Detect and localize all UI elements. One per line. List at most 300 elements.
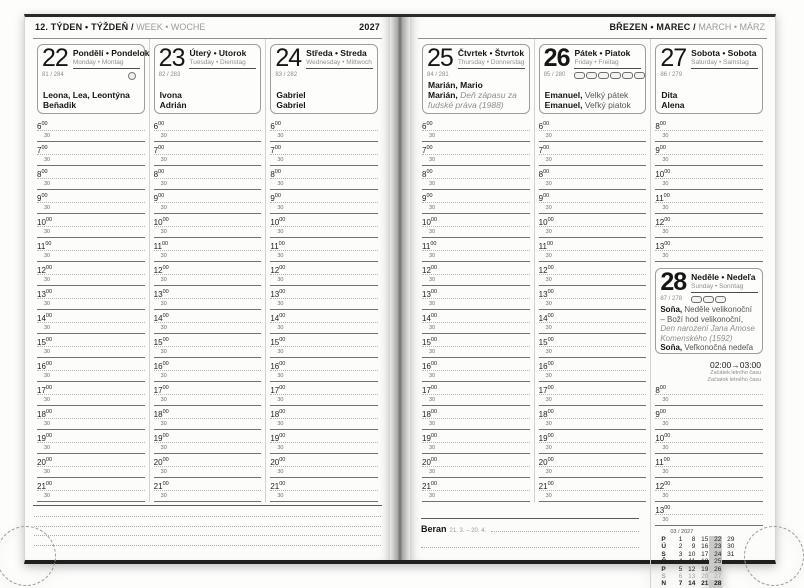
- nameday-text: Adrián: [159, 100, 187, 110]
- nameday-text: Emanuel,: [544, 90, 583, 100]
- hour-minutes: 00: [430, 217, 438, 223]
- hour-row: [154, 286, 262, 299]
- hour-minutes: 00: [430, 385, 438, 391]
- hour-grid: [655, 382, 763, 526]
- hour-minutes: 00: [426, 121, 433, 127]
- hour-minutes: 00: [430, 361, 438, 367]
- hour-row: [270, 310, 378, 323]
- hour-label: $11^{00}$: [422, 241, 437, 251]
- month-title-intl: MARCH • MÄRZ: [698, 22, 765, 32]
- hour-row: [37, 238, 145, 251]
- hour-row: [154, 382, 262, 395]
- half-hour-row: 30: [422, 347, 530, 358]
- half-hour-row: 30: [37, 203, 145, 214]
- half-hour-row: 30: [270, 275, 378, 286]
- day-box-header: [543, 44, 642, 72]
- year-label: 2027: [359, 22, 380, 32]
- zodiac-name: Beran: [421, 524, 447, 534]
- hour-minutes: 00: [430, 265, 438, 271]
- nameday-line: [43, 100, 141, 110]
- half-hour-row: 30: [422, 419, 530, 430]
- hour-row: [37, 286, 145, 299]
- nameday-line: [160, 100, 258, 110]
- hour-label: $11^{00}$: [37, 241, 52, 251]
- mini-calendar-date: 24: [709, 551, 722, 558]
- hour-label: $10^{00}$: [655, 169, 671, 179]
- half-hour-row: 30: [37, 251, 145, 262]
- hour-minutes: 00: [430, 313, 438, 319]
- hour-minutes: 00: [659, 385, 666, 391]
- hour-row: [154, 358, 262, 371]
- day-box-26: [539, 44, 647, 114]
- mini-calendar-day-letter: S: [661, 550, 666, 558]
- hour-grid: [37, 118, 145, 502]
- mini-calendar-date: 6: [678, 572, 683, 580]
- holiday-country-badge-icon: [691, 296, 702, 303]
- half-hour-row: 30: [539, 251, 647, 262]
- mini-calendar-date: [722, 580, 735, 587]
- nameday-text: Marián, Mario: [428, 80, 483, 90]
- hour-row: [37, 310, 145, 323]
- nameday-text: Den narození Jana Amose Komenského (1592): [660, 324, 755, 343]
- nameday-line: [545, 90, 643, 100]
- day-column-23: [149, 39, 266, 502]
- mini-calendar-date: [722, 558, 735, 565]
- hour-label: $9^{00}$: [422, 193, 433, 203]
- half-hour-row: 30: [539, 155, 647, 166]
- hour-row: [655, 406, 763, 419]
- hour-label: $11^{00}$: [655, 457, 670, 467]
- mini-calendar-date: 10: [688, 550, 696, 558]
- hour-minutes: 00: [547, 457, 554, 463]
- hour-row: [655, 238, 763, 251]
- half-hour-row: 30: [154, 323, 262, 334]
- hour-row: [270, 454, 378, 467]
- nameday-text: Soňa,: [660, 343, 683, 352]
- half-hour-row: 30: [539, 227, 647, 238]
- mini-calendar-date: 27: [709, 573, 722, 580]
- hour-row: [37, 478, 145, 491]
- half-hour-row: 30: [154, 251, 262, 262]
- hour-label: $18^{00}$: [37, 409, 53, 419]
- hour-minutes: 00: [279, 481, 286, 487]
- half-hour-row: 30: [422, 467, 530, 478]
- day-box-25: [422, 44, 530, 114]
- hour-label: $20^{00}$: [422, 457, 438, 467]
- half-hour-row: 30: [655, 131, 763, 142]
- hour-row: [154, 142, 262, 155]
- hour-minutes: 00: [279, 361, 286, 367]
- hour-minutes: 00: [547, 289, 554, 295]
- hour-minutes: 00: [543, 169, 550, 175]
- day-name-local: Úterý • Utorok: [189, 48, 247, 58]
- hour-label: $14^{00}$: [422, 313, 438, 323]
- hour-minutes: 00: [162, 385, 169, 391]
- nameday-text: Veľký piatok: [582, 100, 631, 110]
- day-box-header: [275, 44, 373, 72]
- half-hour-row: 30: [655, 395, 763, 406]
- half-hour-row: 30: [422, 179, 530, 190]
- half-hour-row: 30: [37, 131, 145, 142]
- mini-calendar-date: [722, 566, 735, 573]
- half-hour-row: 30: [655, 491, 763, 502]
- mini-calendar-date: 3: [678, 550, 683, 558]
- nameday-line: [660, 343, 758, 353]
- hour-grid: [154, 118, 262, 502]
- day-name-intl: Saturday • Samstag: [691, 59, 749, 66]
- hour-minutes: 00: [547, 409, 554, 415]
- hour-minutes: 00: [274, 121, 281, 127]
- hour-row: [154, 190, 262, 203]
- hour-minutes: 00: [430, 289, 438, 295]
- half-hour-row: 30: [154, 491, 262, 502]
- mini-calendar-row: [661, 580, 763, 587]
- hour-minutes: 00: [279, 385, 286, 391]
- hour-minutes: 00: [162, 457, 169, 463]
- notes-area: [33, 505, 382, 556]
- day-of-year: 86 / 279: [660, 72, 683, 78]
- holiday-country-badge-icon: [715, 296, 726, 303]
- hour-row: [37, 262, 145, 275]
- nameday-text: Leona, Lea, Leontýna: [43, 90, 130, 100]
- hour-minutes: 00: [664, 241, 671, 247]
- hour-label: $21^{00}$: [270, 481, 286, 491]
- holiday-country-badge-icon: [622, 72, 633, 79]
- hour-minutes: 00: [161, 241, 169, 247]
- hour-row: [422, 118, 530, 131]
- hour-label: $18^{00}$: [422, 409, 438, 419]
- nameday-text: Veľkonočná nedeľa: [682, 343, 754, 352]
- hour-label: $17^{00}$: [37, 385, 53, 395]
- hour-label: $12^{00}$: [655, 217, 671, 227]
- half-hour-row: 30: [422, 491, 530, 502]
- hour-minutes: 00: [430, 433, 438, 439]
- day-number: 26: [543, 44, 570, 72]
- hour-row: [422, 382, 530, 395]
- hour-label: $20^{00}$: [37, 457, 53, 467]
- day-names: [306, 48, 373, 69]
- hour-minutes: 00: [45, 265, 53, 271]
- half-hour-row: 30: [655, 467, 763, 478]
- mini-calendar-date: 2: [678, 543, 683, 551]
- hour-minutes: 00: [279, 289, 286, 295]
- hour-label: $11^{00}$: [153, 241, 169, 251]
- hour-row: [37, 334, 145, 347]
- half-hour-row: 30: [539, 131, 647, 142]
- nameday-block: [160, 90, 258, 110]
- hour-label: $18^{00}$: [153, 409, 169, 419]
- hour-label: $18^{00}$: [270, 409, 286, 419]
- hour-minutes: 00: [45, 337, 53, 343]
- half-hour-row: 30: [270, 443, 378, 454]
- day-name-local: Pátek • Piatok: [574, 48, 631, 58]
- half-hour-row: 30: [422, 251, 530, 262]
- mini-calendar-date: 12: [688, 565, 696, 573]
- hour-row: [422, 286, 530, 299]
- hour-row: [270, 190, 378, 203]
- nameday-line: [545, 100, 643, 110]
- hour-label: $6^{00}$: [270, 121, 281, 131]
- day-box-23: [154, 44, 262, 114]
- mini-calendar-header: 03 / 2027: [670, 529, 694, 535]
- hour-label: $11^{00}$: [538, 241, 554, 251]
- day-name-intl: Wednesday • Mittwoch: [306, 59, 372, 66]
- mini-calendar-date: 16: [701, 543, 709, 551]
- hour-label: $10^{00}$: [153, 217, 169, 227]
- hour-row: [37, 118, 145, 131]
- hour-label: $20^{00}$: [153, 457, 169, 467]
- half-hour-row: 30: [154, 155, 262, 166]
- nameday-text: Marián,: [428, 90, 458, 100]
- hour-minutes: 00: [664, 505, 671, 511]
- hour-row: [655, 430, 763, 443]
- corner-perforation-arc: [0, 526, 56, 586]
- hour-row: [270, 478, 378, 491]
- hour-label: $15^{00}$: [538, 337, 554, 347]
- hour-label: $9^{00}$: [37, 193, 48, 203]
- hour-label: $8^{00}$: [655, 121, 666, 131]
- day-box-header: [158, 44, 257, 72]
- hour-minutes: 00: [547, 313, 554, 319]
- hour-grid: [539, 118, 647, 502]
- month-title: [609, 22, 765, 32]
- day-number: 22: [42, 44, 68, 72]
- hour-row: [655, 454, 763, 467]
- nameday-text: Gabriel: [276, 100, 306, 110]
- hour-row: [422, 262, 530, 275]
- week-title-local: 12. TÝDEN • TÝŽDEŇ /: [35, 22, 134, 32]
- hour-minutes: 00: [659, 145, 666, 151]
- mini-calendar-day-letter: P: [661, 536, 666, 543]
- day-name-local: Pondělí • Pondelok: [72, 48, 150, 58]
- daylight-saving-note: [655, 358, 763, 382]
- hour-row: [270, 382, 378, 395]
- hour-label: $13^{00}$: [538, 289, 554, 299]
- half-hour-row: 30: [655, 155, 763, 166]
- mini-calendar-date: 1: [678, 536, 683, 543]
- day-box-28: [655, 268, 763, 354]
- hour-row: [154, 310, 262, 323]
- hour-row: [154, 262, 262, 275]
- hour-row: [270, 406, 378, 419]
- hour-label: $16^{00}$: [37, 361, 53, 371]
- hour-row: [422, 478, 530, 491]
- half-hour-row: 30: [154, 371, 262, 382]
- nameday-line: [661, 90, 759, 100]
- hour-minutes: 00: [162, 289, 169, 295]
- day-names: [691, 48, 758, 69]
- corner-perforation-arc: [744, 526, 804, 586]
- half-hour-row: 30: [37, 299, 145, 310]
- hour-row: [655, 214, 763, 227]
- day-meta: [159, 71, 257, 79]
- day-name-local: Čtvrtek • Štvrtok: [457, 48, 525, 58]
- half-hour-row: 30: [154, 395, 262, 406]
- hour-minutes: 00: [279, 265, 286, 271]
- mini-calendar-date: 21: [701, 580, 709, 588]
- hour-row: [539, 358, 647, 371]
- hour-minutes: 00: [543, 145, 550, 151]
- half-hour-row: 30: [422, 371, 530, 382]
- time-change-value: 02:00→03:00: [709, 360, 762, 370]
- hour-label: $21^{00}$: [37, 481, 53, 491]
- nameday-block: [661, 90, 759, 110]
- day-column-22: [33, 39, 149, 502]
- half-hour-row: 30: [270, 491, 378, 502]
- hour-minutes: 00: [279, 433, 286, 439]
- day-box-header: [660, 44, 758, 72]
- mini-calendar-date: 11: [688, 558, 696, 566]
- half-hour-row: 30: [655, 179, 763, 190]
- hour-minutes: 00: [45, 217, 53, 223]
- day-name-intl: Friday • Freitag: [574, 59, 619, 66]
- day-column-25: [418, 39, 534, 502]
- day-number: 25: [427, 44, 453, 72]
- hour-minutes: 00: [162, 265, 169, 271]
- hour-minutes: 00: [547, 337, 554, 343]
- hour-row: [270, 262, 378, 275]
- day-names: [189, 48, 256, 69]
- half-hour-row: 30: [270, 155, 378, 166]
- nameday-text: Emanuel,: [544, 100, 583, 110]
- hour-row: [539, 478, 647, 491]
- hour-minutes: 00: [274, 169, 281, 175]
- half-hour-row: 30: [270, 227, 378, 238]
- diary-week-spread: [24, 14, 776, 588]
- half-hour-row: 30: [655, 515, 763, 526]
- hour-label: $14^{00}$: [37, 313, 53, 323]
- hour-grid: [422, 118, 530, 502]
- half-hour-row: 30: [154, 227, 262, 238]
- hour-minutes: 00: [546, 241, 554, 247]
- hour-row: [422, 430, 530, 443]
- hour-label: $13^{00}$: [37, 289, 53, 299]
- day-name-local: Středa • Streda: [306, 48, 367, 58]
- half-hour-row: 30: [37, 467, 145, 478]
- mini-calendar-day-letter: S: [661, 572, 666, 580]
- half-hour-row: 30: [37, 419, 145, 430]
- hour-row: [422, 190, 530, 203]
- hour-label: $16^{00}$: [153, 361, 169, 371]
- hour-label: $13^{00}$: [153, 289, 169, 299]
- half-hour-row: 30: [270, 347, 378, 358]
- day-of-year: 81 / 284: [42, 72, 64, 78]
- week-title: [35, 22, 205, 32]
- mini-calendar-date: 17: [701, 550, 709, 558]
- hour-row: [154, 406, 262, 419]
- hour-row: [539, 382, 647, 395]
- half-hour-row: 30: [154, 347, 262, 358]
- half-hour-row: 30: [154, 467, 262, 478]
- half-hour-row: 30: [37, 323, 145, 334]
- hour-label: $20^{00}$: [270, 457, 286, 467]
- hour-label: $15^{00}$: [153, 337, 169, 347]
- day-meta: [660, 71, 758, 79]
- day-number: 27: [660, 44, 687, 72]
- half-hour-row: 30: [270, 203, 378, 214]
- hour-label: $10^{00}$: [538, 217, 554, 227]
- hour-label: $19^{00}$: [153, 433, 169, 443]
- mini-calendar-date: 18: [701, 558, 709, 566]
- half-hour-row: 30: [539, 491, 647, 502]
- nameday-line: [660, 305, 758, 343]
- hour-label: $19^{00}$: [37, 433, 53, 443]
- writing-line: [34, 545, 381, 546]
- half-hour-row: 30: [37, 227, 145, 238]
- half-hour-row: 30: [270, 251, 378, 262]
- day-number: 28: [660, 268, 687, 296]
- writing-line: [421, 547, 639, 548]
- half-hour-row: 30: [655, 419, 763, 430]
- mini-calendar-date: 5: [678, 565, 683, 573]
- hour-minutes: 00: [162, 217, 169, 223]
- hour-minutes: 00: [547, 217, 554, 223]
- half-hour-row: 30: [270, 179, 378, 190]
- zodiac-row: [421, 524, 639, 534]
- half-hour-row: 30: [37, 155, 145, 166]
- half-hour-row: 30: [154, 203, 262, 214]
- time-change-label-sk: Začiatok letného času: [707, 376, 762, 383]
- month-title-local: BŘEZEN • MAREC /: [609, 22, 696, 32]
- hour-label: $17^{00}$: [422, 385, 438, 395]
- hour-row: [422, 310, 530, 323]
- hour-row: [37, 382, 145, 395]
- mini-calendar-date: 28: [709, 580, 722, 587]
- hour-label: $9^{00}$: [655, 145, 666, 155]
- hour-minutes: 00: [279, 409, 286, 415]
- hour-label: $8^{00}$: [37, 169, 48, 179]
- day-box-header: [660, 268, 758, 296]
- holiday-country-badge-icon: [574, 72, 585, 79]
- zodiac-date-range: 21. 3. – 20. 4.: [449, 528, 487, 534]
- mini-calendar-row: [661, 573, 763, 580]
- hour-row: [37, 142, 145, 155]
- hour-row: [655, 142, 763, 155]
- zodiac-zone: [421, 518, 639, 548]
- hour-row: [37, 454, 145, 467]
- hour-row: [539, 430, 647, 443]
- hour-minutes: 00: [41, 121, 48, 127]
- hour-row: [37, 214, 145, 227]
- hour-row: [154, 214, 262, 227]
- hour-label: $17^{00}$: [538, 385, 554, 395]
- writing-line: [34, 516, 381, 517]
- hour-label: $21^{00}$: [153, 481, 169, 491]
- day-name-intl: Monday • Montag: [72, 59, 124, 66]
- holiday-country-badge-icon: [610, 72, 621, 79]
- nameday-block: [43, 90, 141, 110]
- hour-label: $16^{00}$: [270, 361, 286, 371]
- hour-label: $8^{00}$: [538, 169, 550, 179]
- hour-minutes: 00: [659, 409, 666, 415]
- nameday-line: [276, 100, 374, 110]
- hour-label: $17^{00}$: [270, 385, 286, 395]
- hour-row: [655, 118, 763, 131]
- half-hour-row: 30: [37, 443, 145, 454]
- hour-row: [539, 406, 647, 419]
- nameday-text: Soňa,: [660, 305, 683, 314]
- left-day-columns: [33, 39, 382, 502]
- day-meta: [275, 71, 373, 79]
- hour-row: [154, 430, 262, 443]
- day-of-year: 87 / 278: [660, 296, 683, 302]
- mini-calendar-date: 15: [701, 536, 709, 543]
- hour-minutes: 00: [45, 289, 53, 295]
- half-hour-row: 30: [37, 491, 145, 502]
- hour-row: [539, 190, 647, 203]
- half-hour-row: 30: [37, 347, 145, 358]
- hour-row: [270, 358, 378, 371]
